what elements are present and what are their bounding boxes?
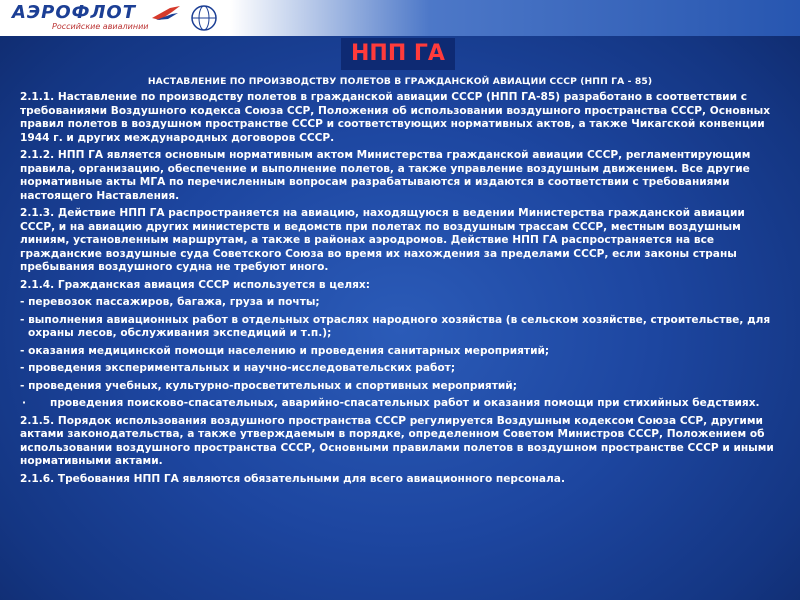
brand-logo-text: АЭРОФЛОТ (12, 2, 137, 23)
list-item: - выполнения авиационных работ в отдельных отраслях народного хозяйства (в сельском хозяйстве, строительстве, для охраны лесов, обслуживания экспедиций и т.п.); (20, 313, 771, 339)
skyteam-globe-icon (190, 4, 218, 32)
wing-logo-icon (150, 4, 182, 24)
paragraph-2-1-3: 2.1.3. Действие НПП ГА распространяется на авиацию, находящуюся в ведении Министерства гражданской авиации СССР, и на авиацию других министерств и ведомств при полетах по воздушным трассам СССР, местным воздушным линиям, установленным маршрутам, а также в районах аэродромов. Действие НПП ГА распространяется на все гражданские воздушные суда Советского Союза во время их нахождения за пределами СССР, если законы страны пребывания воздушного судна не требуют иного. (20, 207, 745, 273)
header-gradient (230, 0, 800, 36)
bullet-dot: · (22, 397, 27, 409)
list-item-last (20, 397, 780, 411)
paragraph-2-1-6: 2.1.6. Требования НПП ГА являются обязательными для всего авиационного персонала. (20, 472, 565, 485)
paragraph-2-1-5: 2.1.5. Порядок использования воздушного пространства СССР регулируется Воздушным кодексом Союза ССР, другими актами законодательства, а также утверждаемым в порядке, определенном Советом Министров СССР, Положением об использовании воздушного пространства СССР, Основными правилами полетов в воздушном пространстве СССР и иными нормативными актами. (20, 414, 774, 467)
paragraph-2-1-1: 2.1.1. Наставление по производству полетов в гражданской авиации СССР (НПП ГА-85) разработано в соответствии с требованиями Воздушного кодекса Союза ССР, Положения об использовании воздушного пространства СССР, Основных правил полетов в воздушном пространстве СССР и соответствующих нормативных актов, а также Чикагской конвенции 1944 г. и других международных договоров СССР. (20, 91, 771, 144)
body-text (20, 91, 780, 490)
list-item: - оказания медицинской помощи населению и проведения санитарных мероприятий; (20, 344, 550, 357)
paragraph-2-1-4: 2.1.4. Гражданская авиация СССР используется в целях: (20, 278, 370, 291)
list-item: - проведения учебных, культурно-просветительных и спортивных мероприятий; (20, 379, 517, 392)
page-title: НПП ГА (341, 38, 455, 70)
list-item: - перевозок пассажиров, багажа, груза и почты; (20, 296, 320, 308)
brand-subtitle: Российские авиалинии (52, 22, 149, 31)
logo-bar (0, 0, 800, 36)
list-item-text: проведения поисково-спасательных, аварийно-спасательных работ и оказания помощи при стихийных бедствиях. (50, 397, 760, 409)
paragraph-2-1-2: 2.1.2. НПП ГА является основным нормативным актом Министерства гражданской авиации СССР, регламентирующим правила, организацию, обеспечение и выполнение полетов, а также управление воздушным движением. Все другие нормативные акты МГА по перечисленным вопросам разрабатываются и издаются в соответствии с требованиями настоящего Наставления. (20, 149, 751, 202)
list-item: - проведения экспериментальных и научно-исследовательских работ; (20, 362, 456, 374)
document-subtitle: НАСТАВЛЕНИЕ ПО ПРОИЗВОДСТВУ ПОЛЕТОВ В ГРАЖДАНСКОЙ АВИАЦИИ СССР (НПП ГА - 85) (147, 76, 653, 87)
